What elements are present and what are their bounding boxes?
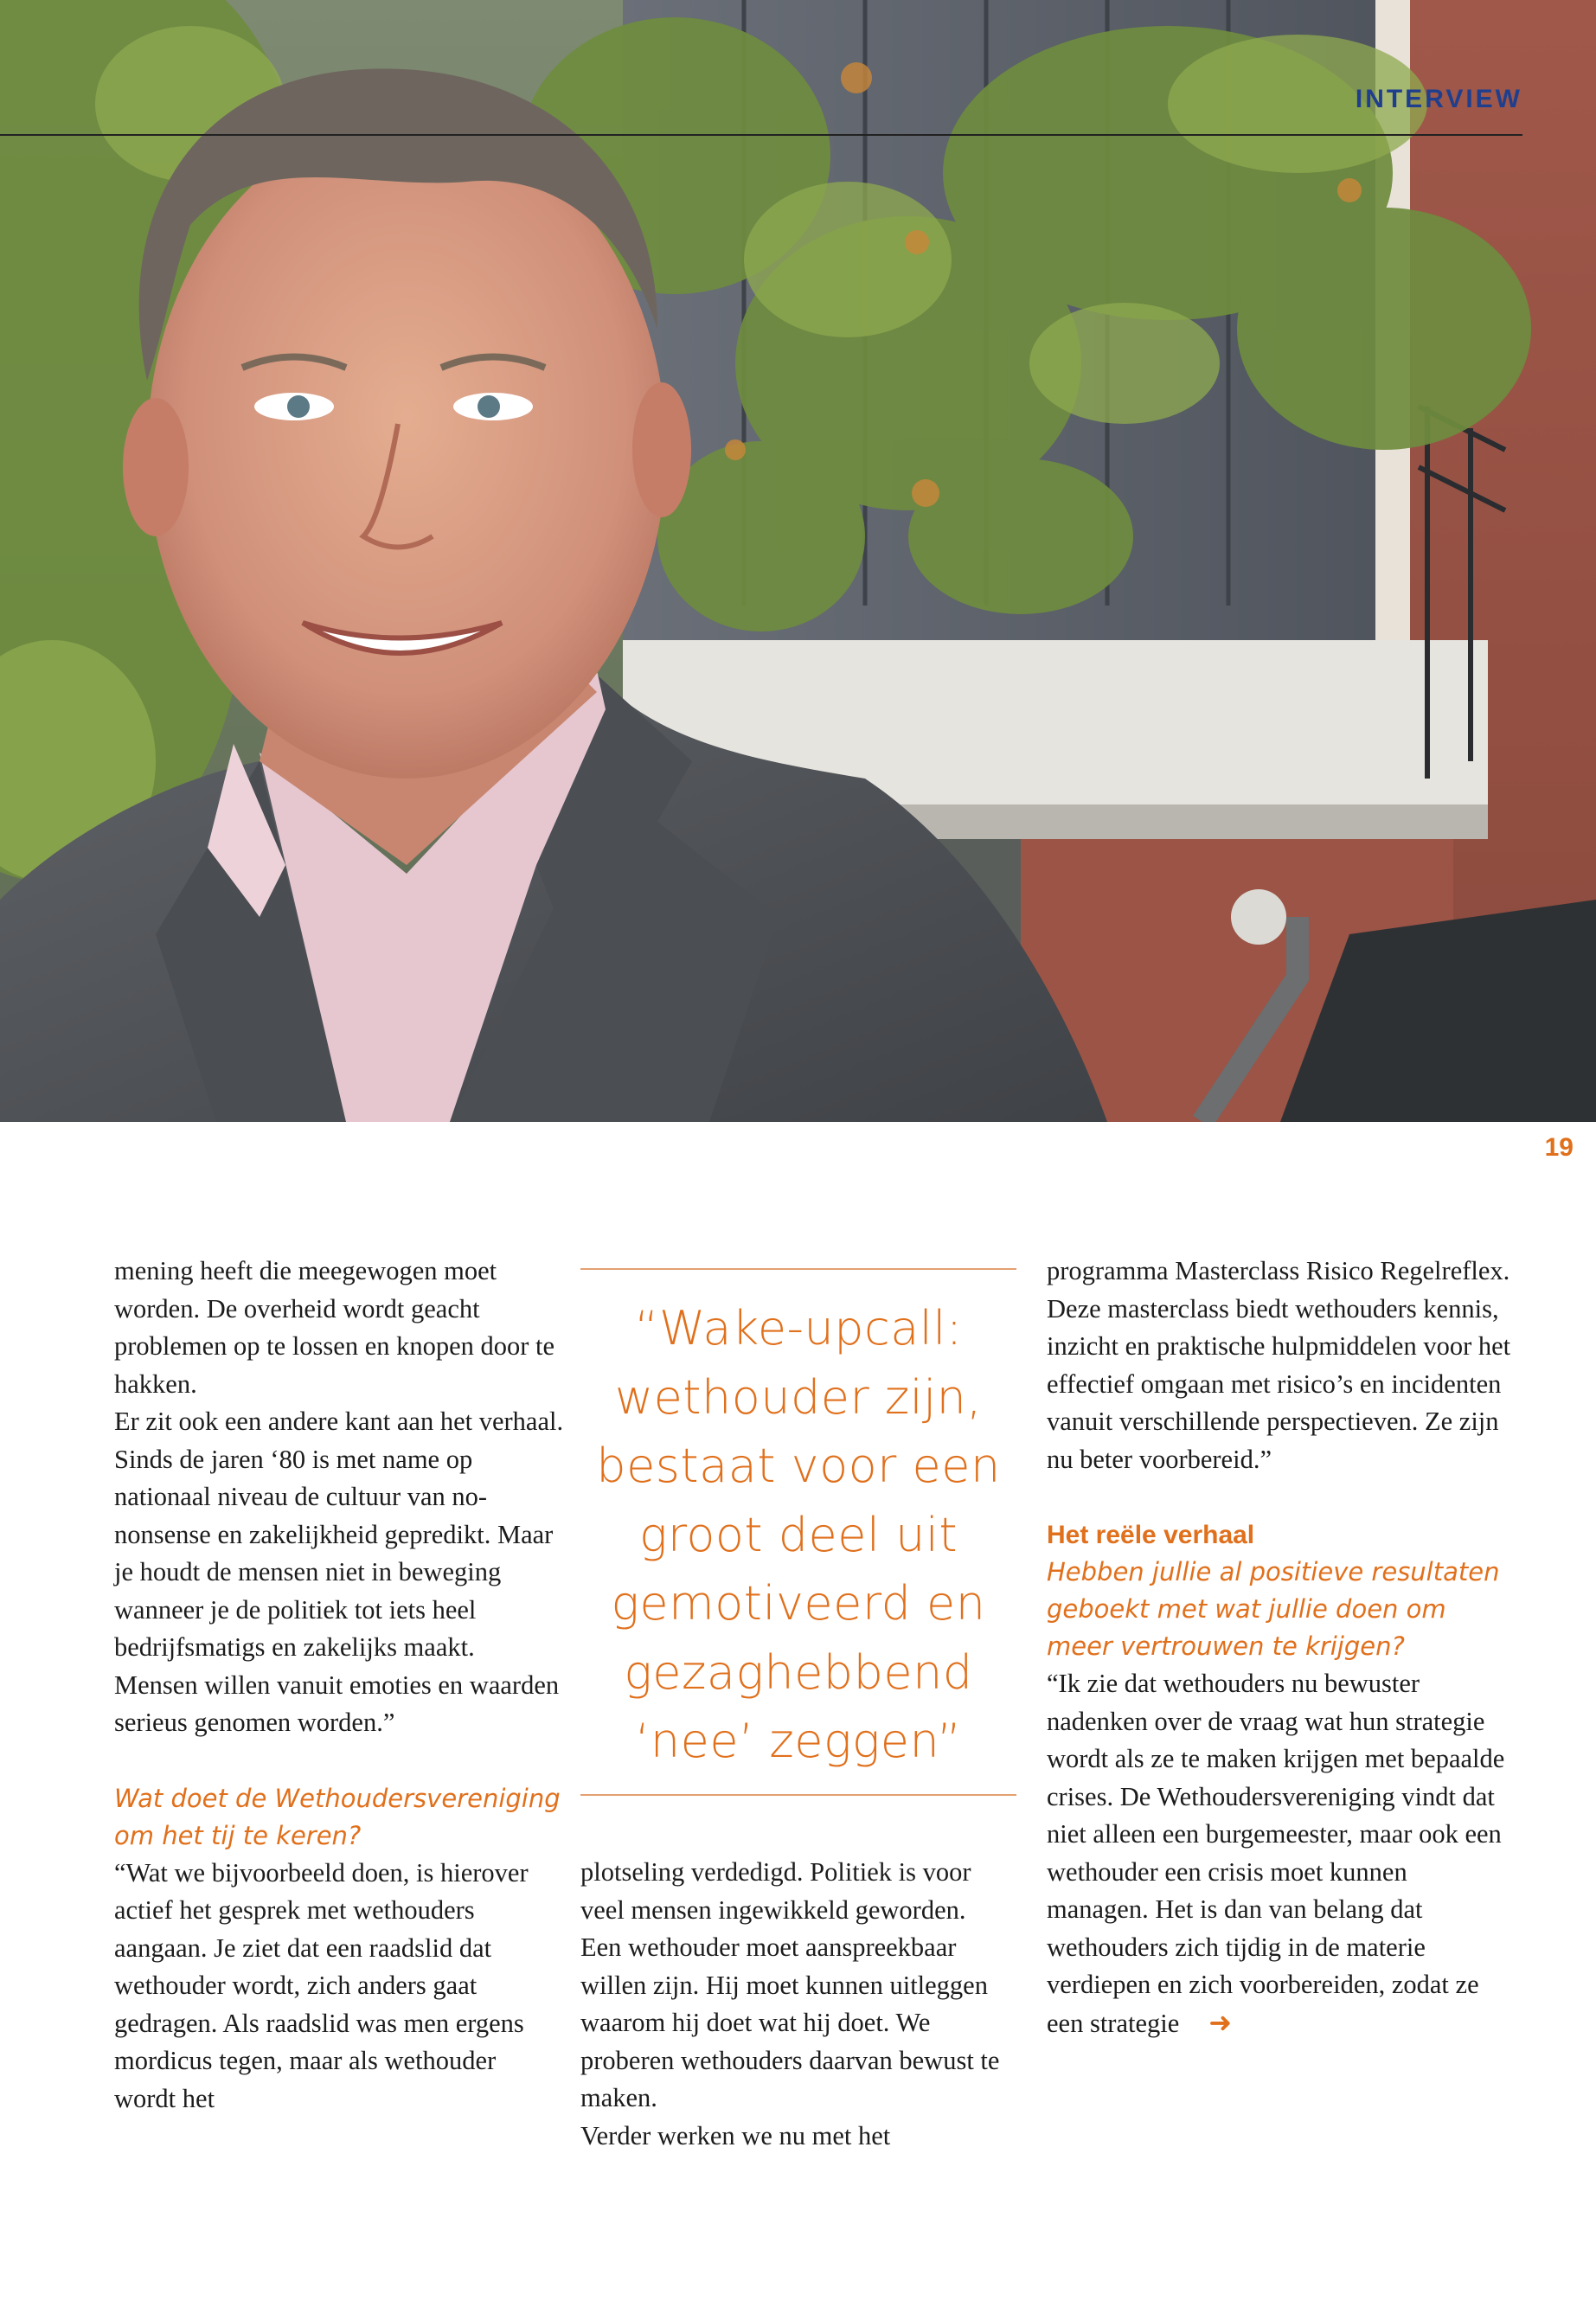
body-paragraph: programma Masterclass Risico Regelreflex. Deze masterclass biedt wethouders kennis, inzicht en praktische hulpmiddelen voor het effectief omgaan met risico’s en incidenten vanuit verschillende perspectieven. Ze zijn nu beter voorbereid.” [1047,1256,1511,1474]
body-paragraph: mening heeft die meegewogen moet worden. De overheid wordt geacht problemen op te lossen en knopen door te hakken. [114,1256,555,1399]
body-paragraph: plotseling verdedigd. Politiek is voor veel mensen ingewikkeld geworden. Een wethouder moet aanspreekbaar willen zijn. Hij moet kunnen uitleggen waarom hij doet wat hij doet. We proberen wethouders daarvan bewust te maken. [580,1857,1000,2112]
subheading: Het reële verhaal [1047,1521,1255,1549]
body-paragraph: Verder werken we nu met het [580,2120,891,2150]
portrait-illustration [0,0,1596,1122]
body-text: “Ik zie dat wethouders nu bewuster nadenken over de vraag wat hun strategie wordt als ze te maken krijgen met bepaalde crises. De Wethoudersvereniging vindt dat niet alleen een burgemeester, maar ook een wethouder een crisis moet kunnen managen. Het is dan van belang dat wethouders zich tijdig in de materie verdiepen en zich voorbereiden, zodat ze een strategie [1047,1669,1505,2038]
body-paragraph: “Wat we bijvoorbeeld doen, is hierover actief het gesprek met wethouders aangaan. Je ziet dat een raadslid dat wethouder wordt, zich anders gaat gedragen. Als raadslid was men ergens mordicus tegen, maar als wethouder wordt het [114,1857,529,2113]
body-paragraph: Er zit ook een andere kant aan het verhaal. Sinds de jaren ‘80 is met name op nationaal niveau de cultuur van no-nonsense en zakelijkheid gepredikt. Maar je houdt de mensen niet in beweging wanneer je de politiek tot iets heel bedrijfsmatigs en zakelijks maakt. Mensen willen vanuit emoties en waarden serieus genomen worden.” [114,1407,564,1737]
column-1 [114,1253,564,2118]
body-paragraph [1047,1665,1514,2042]
interview-question: Hebben jullie al positieve resultaten geboekt met wat jullie doen om meer vertrouwen te krijgen? [1047,1557,1500,1661]
pull-quote-bottom-rule [580,1794,1016,1796]
section-label: INTERVIEW [1355,85,1522,113]
column-3 [1047,1253,1514,2042]
column-2 [580,1854,1013,2155]
arrow-right-icon: ➜ [1208,2005,1233,2039]
portrait-photo [0,0,1596,1122]
pull-quote [580,1268,1016,1796]
page-number: 19 [1544,1133,1574,1162]
section-divider [0,134,1522,136]
pull-quote-text: “Wake-upcall: wethouder zijn, bestaat voor een groot deel uit gemotiveerd en gezaghebbend ‘nee’ zeggen” [596,1301,1001,1768]
pull-quote-top-rule [580,1268,1016,1270]
interview-question: Wat doet de Wethoudersvereniging om het tij te keren? [114,1783,561,1850]
